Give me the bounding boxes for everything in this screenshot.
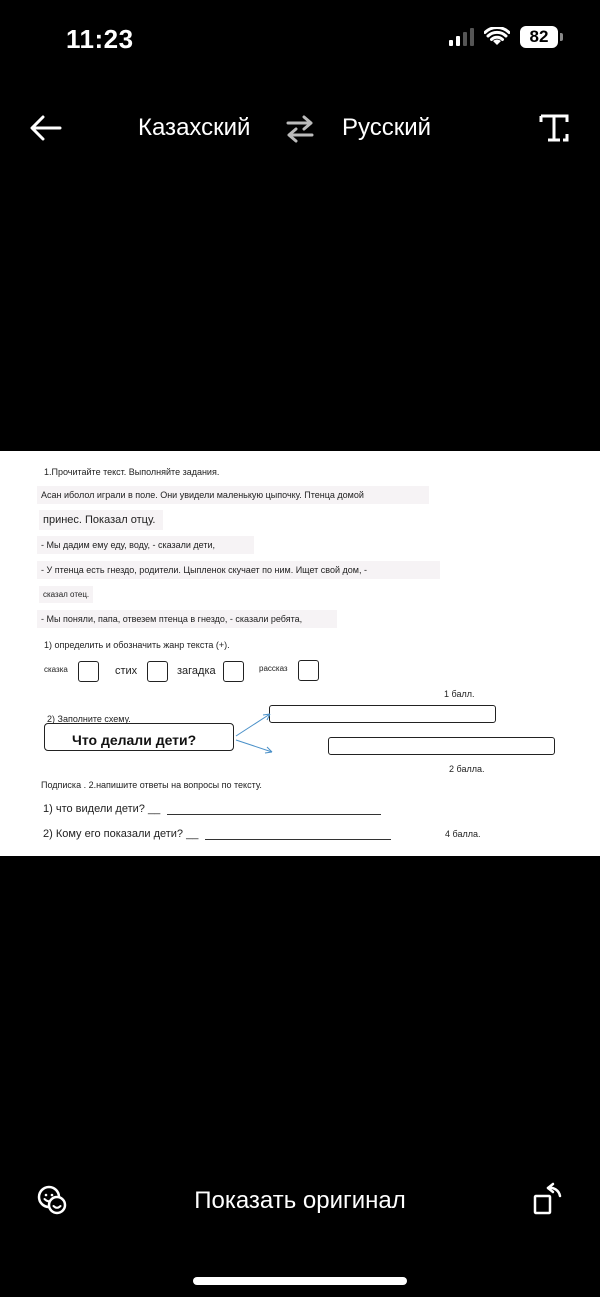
answer-line[interactable] <box>167 814 381 815</box>
genre-checkbox[interactable] <box>147 661 168 682</box>
schema-answer-box[interactable] <box>269 705 496 723</box>
show-original-button[interactable]: Показать оригинал <box>194 1187 406 1214</box>
back-arrow-icon[interactable] <box>28 110 64 146</box>
answer-question-2-text: 2) Кому его показали дети? __ <box>43 828 199 840</box>
answer-question-2 <box>43 828 391 840</box>
genre-label: сказка <box>44 665 68 674</box>
target-language-button[interactable]: Русский <box>342 114 432 141</box>
schema-arrows-icon <box>234 706 284 756</box>
genre-label: рассказ <box>259 664 288 673</box>
translated-document[interactable] <box>0 451 600 856</box>
paragraph-line: - Мы поняли, папа, отвезем птенца в гнездо, - сказали ребята, <box>37 610 337 628</box>
genre-checkbox[interactable] <box>298 660 319 681</box>
genre-label: загадка <box>177 665 216 677</box>
task1-text: 1.Прочитайте текст. Выполняйте задания. <box>44 467 220 477</box>
genre-checkbox[interactable] <box>223 661 244 682</box>
wifi-icon <box>484 27 510 47</box>
answer-line[interactable] <box>205 839 391 840</box>
genre-checkbox[interactable] <box>78 661 99 682</box>
genre-label: стих <box>115 665 138 677</box>
score-label: 1 балл. <box>444 689 475 699</box>
schema-answer-box[interactable] <box>328 737 555 755</box>
paragraph-line: Асан иболол играли в поле. Они увидели маленькую цыпочку. Птенца домой <box>37 486 429 504</box>
status-time: 11:23 <box>66 24 134 54</box>
rotate-icon[interactable] <box>530 1182 566 1218</box>
paragraph-line: - У птенца есть гнездо, родители. Цыпленок скучает по ним. Ищет свой дом, - <box>37 561 440 579</box>
question1-text: 1) определить и обозначить жанр текста (+). <box>44 640 230 650</box>
answer-question-1-text: 1) что видели дети? __ <box>43 803 161 815</box>
score-label: 4 балла. <box>445 829 481 839</box>
source-language-button[interactable]: Казахский <box>138 114 251 141</box>
cellular-signal-icon <box>449 28 474 46</box>
home-indicator[interactable] <box>193 1277 407 1285</box>
paragraph-line: принес. Показал отцу. <box>39 510 163 530</box>
task2-text: Подписка . 2.напишите ответы на вопросы по тексту. <box>41 780 262 790</box>
schema-label: Что делали дети? <box>72 732 197 748</box>
status-icons <box>449 26 558 48</box>
score-label: 2 балла. <box>449 764 485 774</box>
paragraph-line: сказал отец. <box>39 586 93 603</box>
text-mode-icon[interactable] <box>538 112 570 144</box>
battery-icon: 82 <box>520 26 558 48</box>
paragraph-line: - Мы дадим ему еду, воду, - сказали дети, <box>37 536 254 554</box>
swap-languages-icon[interactable] <box>284 114 316 144</box>
question2-text: 2) Заполните схему. <box>47 714 131 724</box>
answer-question-1 <box>43 803 381 815</box>
